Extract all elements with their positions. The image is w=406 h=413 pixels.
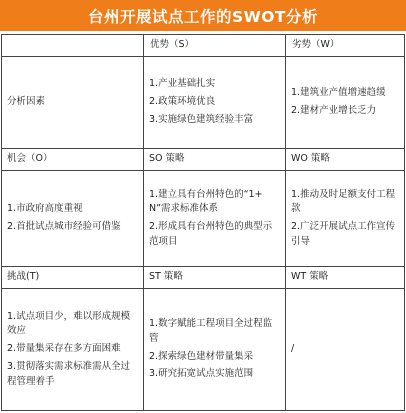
swot-table [1, 34, 405, 411]
table-row-opportunities-header [2, 149, 405, 171]
strength-item: 2.政策环境优良 [149, 96, 216, 108]
threat-item: 1.试点项目少，难以形成规模效应 [7, 310, 131, 337]
wo-strategies-cell [286, 171, 405, 267]
title-bar [0, 0, 406, 31]
factors-label: 分析因素 [2, 57, 144, 149]
strength-item: 1.产业基础扎实 [149, 78, 216, 90]
weaknesses-header: 劣势（W） [286, 35, 405, 57]
strengths-cell [144, 57, 286, 149]
opportunity-item: 2.首批试点城市经验可借鉴 [7, 221, 121, 232]
wt-strategy-item: / [291, 343, 295, 355]
st-strategy-item: 1.数字赋能工程项目全过程监管 [149, 318, 273, 344]
st-strategy-item: 2.探索绿色建材带量集采 [149, 350, 254, 362]
opportunities-cell [2, 171, 144, 267]
page-title: 台州开展试点工作的SWOT分析 [87, 7, 318, 26]
threat-item: 3.贯彻落实需求标准需从全过程管理着手 [7, 360, 131, 387]
st-strategy-label: ST 策略 [144, 267, 286, 289]
wo-strategy-item: 1.推动及时足额支付工程款 [291, 188, 396, 215]
strength-item: 3.实施绿色建筑经验丰富 [149, 113, 254, 125]
weakness-item: 1.建筑业产值增速趋缓 [291, 87, 386, 99]
table-row-threats [2, 289, 405, 411]
so-strategies-cell [144, 171, 286, 267]
threats-cell [2, 289, 144, 411]
so-strategy-item: 1.建立具有台州特色的“1+N”需求标准体系 [149, 188, 263, 215]
table-row-threats-header [2, 267, 405, 289]
wo-strategy-item: 2.广泛开展试点工作宣传引导 [291, 221, 396, 247]
table-row-opportunities [2, 171, 405, 267]
wt-strategies-cell [286, 289, 405, 411]
st-strategies-cell [144, 289, 286, 411]
opportunity-item: 1.市政府高度重视 [7, 203, 83, 215]
weaknesses-cell [286, 57, 405, 149]
table-row-factors [2, 57, 405, 149]
table-row-header [2, 35, 405, 57]
threat-item: 2.带量集采存在多方面困难 [7, 343, 121, 355]
st-strategy-item: 3.研究拓宽试点实施范围 [149, 368, 254, 380]
strengths-header: 优势（S） [144, 35, 286, 57]
so-strategy-item: 2.形成具有台州特色的典型示范项目 [149, 221, 273, 247]
wo-strategy-label: WO 策略 [286, 149, 405, 171]
threats-label: 挑战(T) [2, 267, 144, 289]
so-strategy-label: SO 策略 [144, 149, 286, 171]
weakness-item: 2.建材产业增长乏力 [291, 105, 377, 116]
wt-strategy-label: WT 策略 [286, 267, 405, 289]
opportunities-label: 机会（O） [2, 149, 144, 171]
blank-corner-cell [2, 35, 144, 57]
